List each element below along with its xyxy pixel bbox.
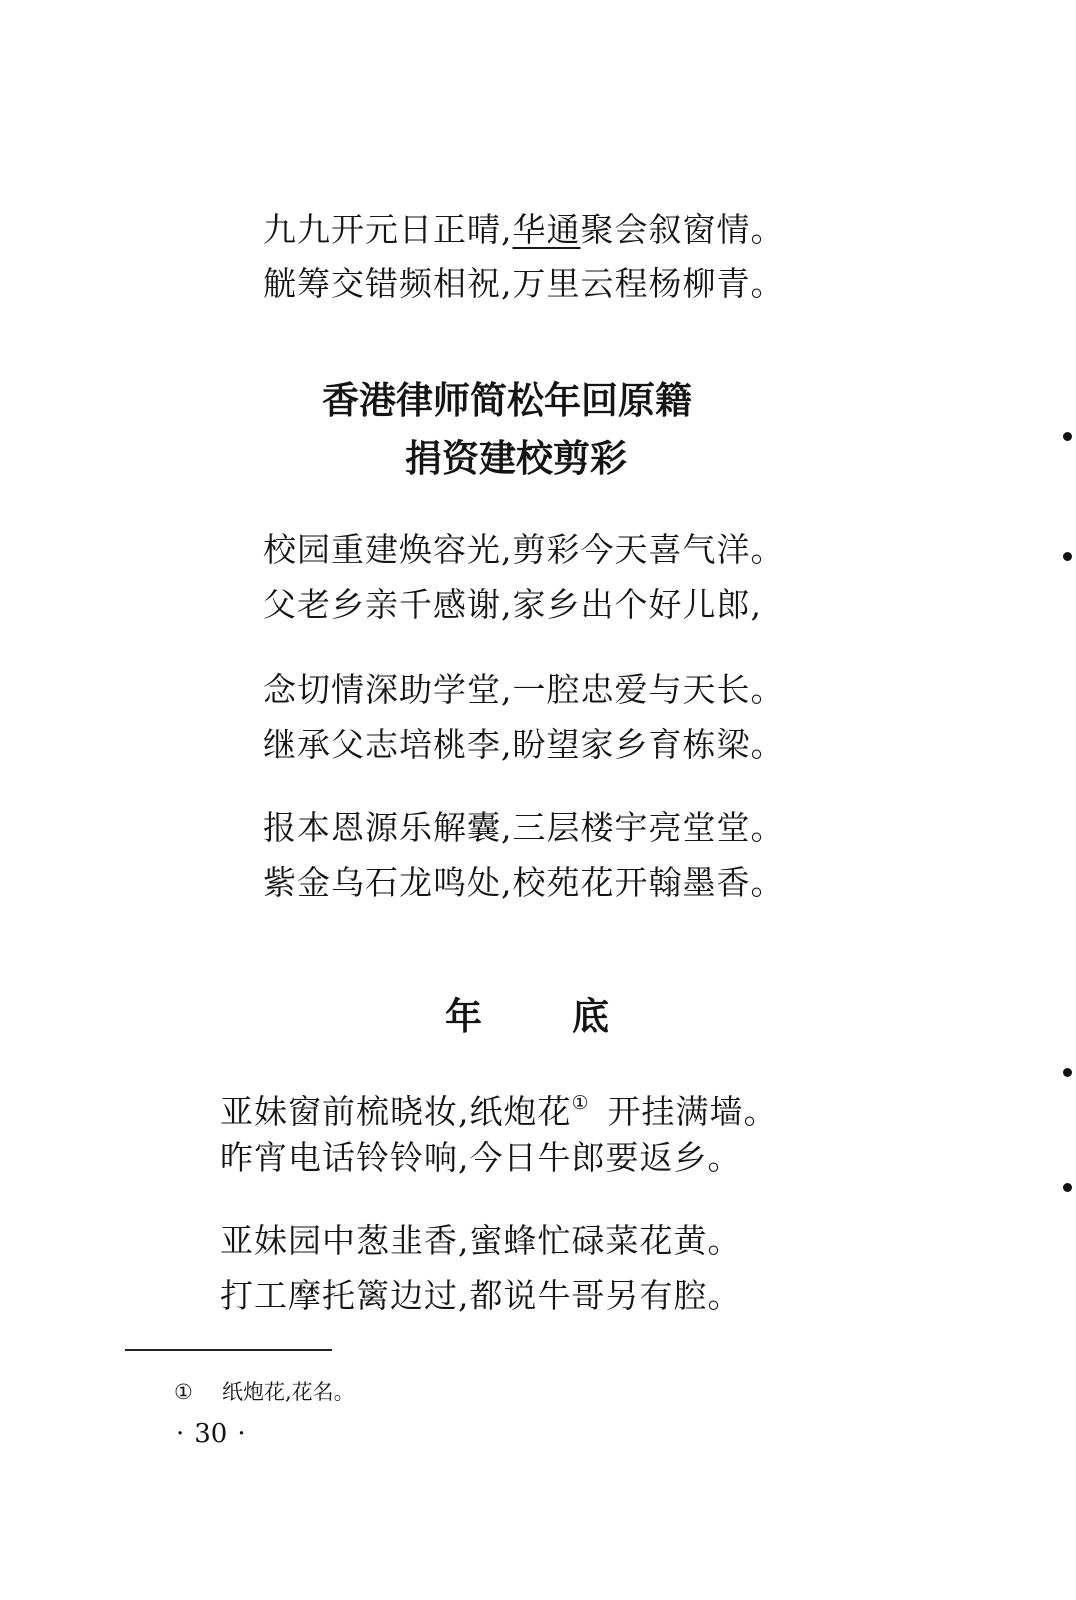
poem2-title-line2: 捐资建校剪彩 <box>405 437 627 480</box>
poem2-stanza1-line1: 校园重建焕容光,剪彩今天喜气洋。 <box>263 530 785 569</box>
poem1-line1 <box>263 210 785 250</box>
poem3-stanza1-line1-pre: 亚妹窗前梳晓妆,纸炮花 <box>220 1092 572 1131</box>
poem3-stanza1-line1-post: 开挂满墙。 <box>607 1092 778 1131</box>
poem1-line1-post: 聚会叙窗情。 <box>580 210 785 249</box>
poem1-line2: 觥筹交错频相祝,万里云程杨柳青。 <box>263 264 785 303</box>
page-number-dot-right: · <box>237 1419 246 1449</box>
poem3-stanza1-line1 <box>220 1083 778 1132</box>
poem3-stanza1-line2: 昨宵电话铃铃响,今日牛郎要返乡。 <box>220 1138 742 1177</box>
poem3-stanza2-line2: 打工摩托篱边过,都说牛哥另有腔。 <box>220 1276 742 1315</box>
scan-edge-speck <box>1063 552 1072 561</box>
poem2-title-line1: 香港律师简松年回原籍 <box>322 379 692 422</box>
scan-edge-speck <box>1063 1068 1072 1077</box>
poem2-stanza2-line2: 继承父志培桃李,盼望家乡育栋梁。 <box>263 725 785 764</box>
footnote <box>174 1379 355 1405</box>
poem2-stanza1-line2: 父老乡亲千感谢,家乡出个好儿郎, <box>263 585 762 624</box>
page-number: 30 <box>194 1419 228 1449</box>
poem3-title-char1: 年 <box>445 995 482 1038</box>
poem3-title-char2: 底 <box>572 995 609 1038</box>
poem2-stanza3-line1: 报本恩源乐解囊,三层楼宇亮堂堂。 <box>263 808 785 847</box>
page-number-line <box>166 1418 256 1450</box>
scan-edge-speck <box>1063 432 1072 441</box>
footnote-divider <box>125 1349 332 1351</box>
footnote-mark: ① <box>174 1380 193 1404</box>
footnote-text: 纸炮花,花名。 <box>222 1380 355 1404</box>
poem2-stanza3-line2: 紫金乌石龙鸣处,校苑花开翰墨香。 <box>263 863 785 902</box>
poem1-line1-pre: 九九开元日正晴, <box>263 210 513 249</box>
poem3-stanza2-line1: 亚妹园中葱韭香,蜜蜂忙碌菜花黄。 <box>220 1221 742 1260</box>
page-number-dot-left: · <box>176 1419 185 1449</box>
scan-edge-speck <box>1063 1183 1072 1192</box>
footnote-reference: ① <box>571 1092 590 1114</box>
poem1-underlined-name: 华通 <box>512 210 581 249</box>
poem2-stanza2-line1: 念切情深助学堂,一腔忠爱与天长。 <box>263 670 785 709</box>
